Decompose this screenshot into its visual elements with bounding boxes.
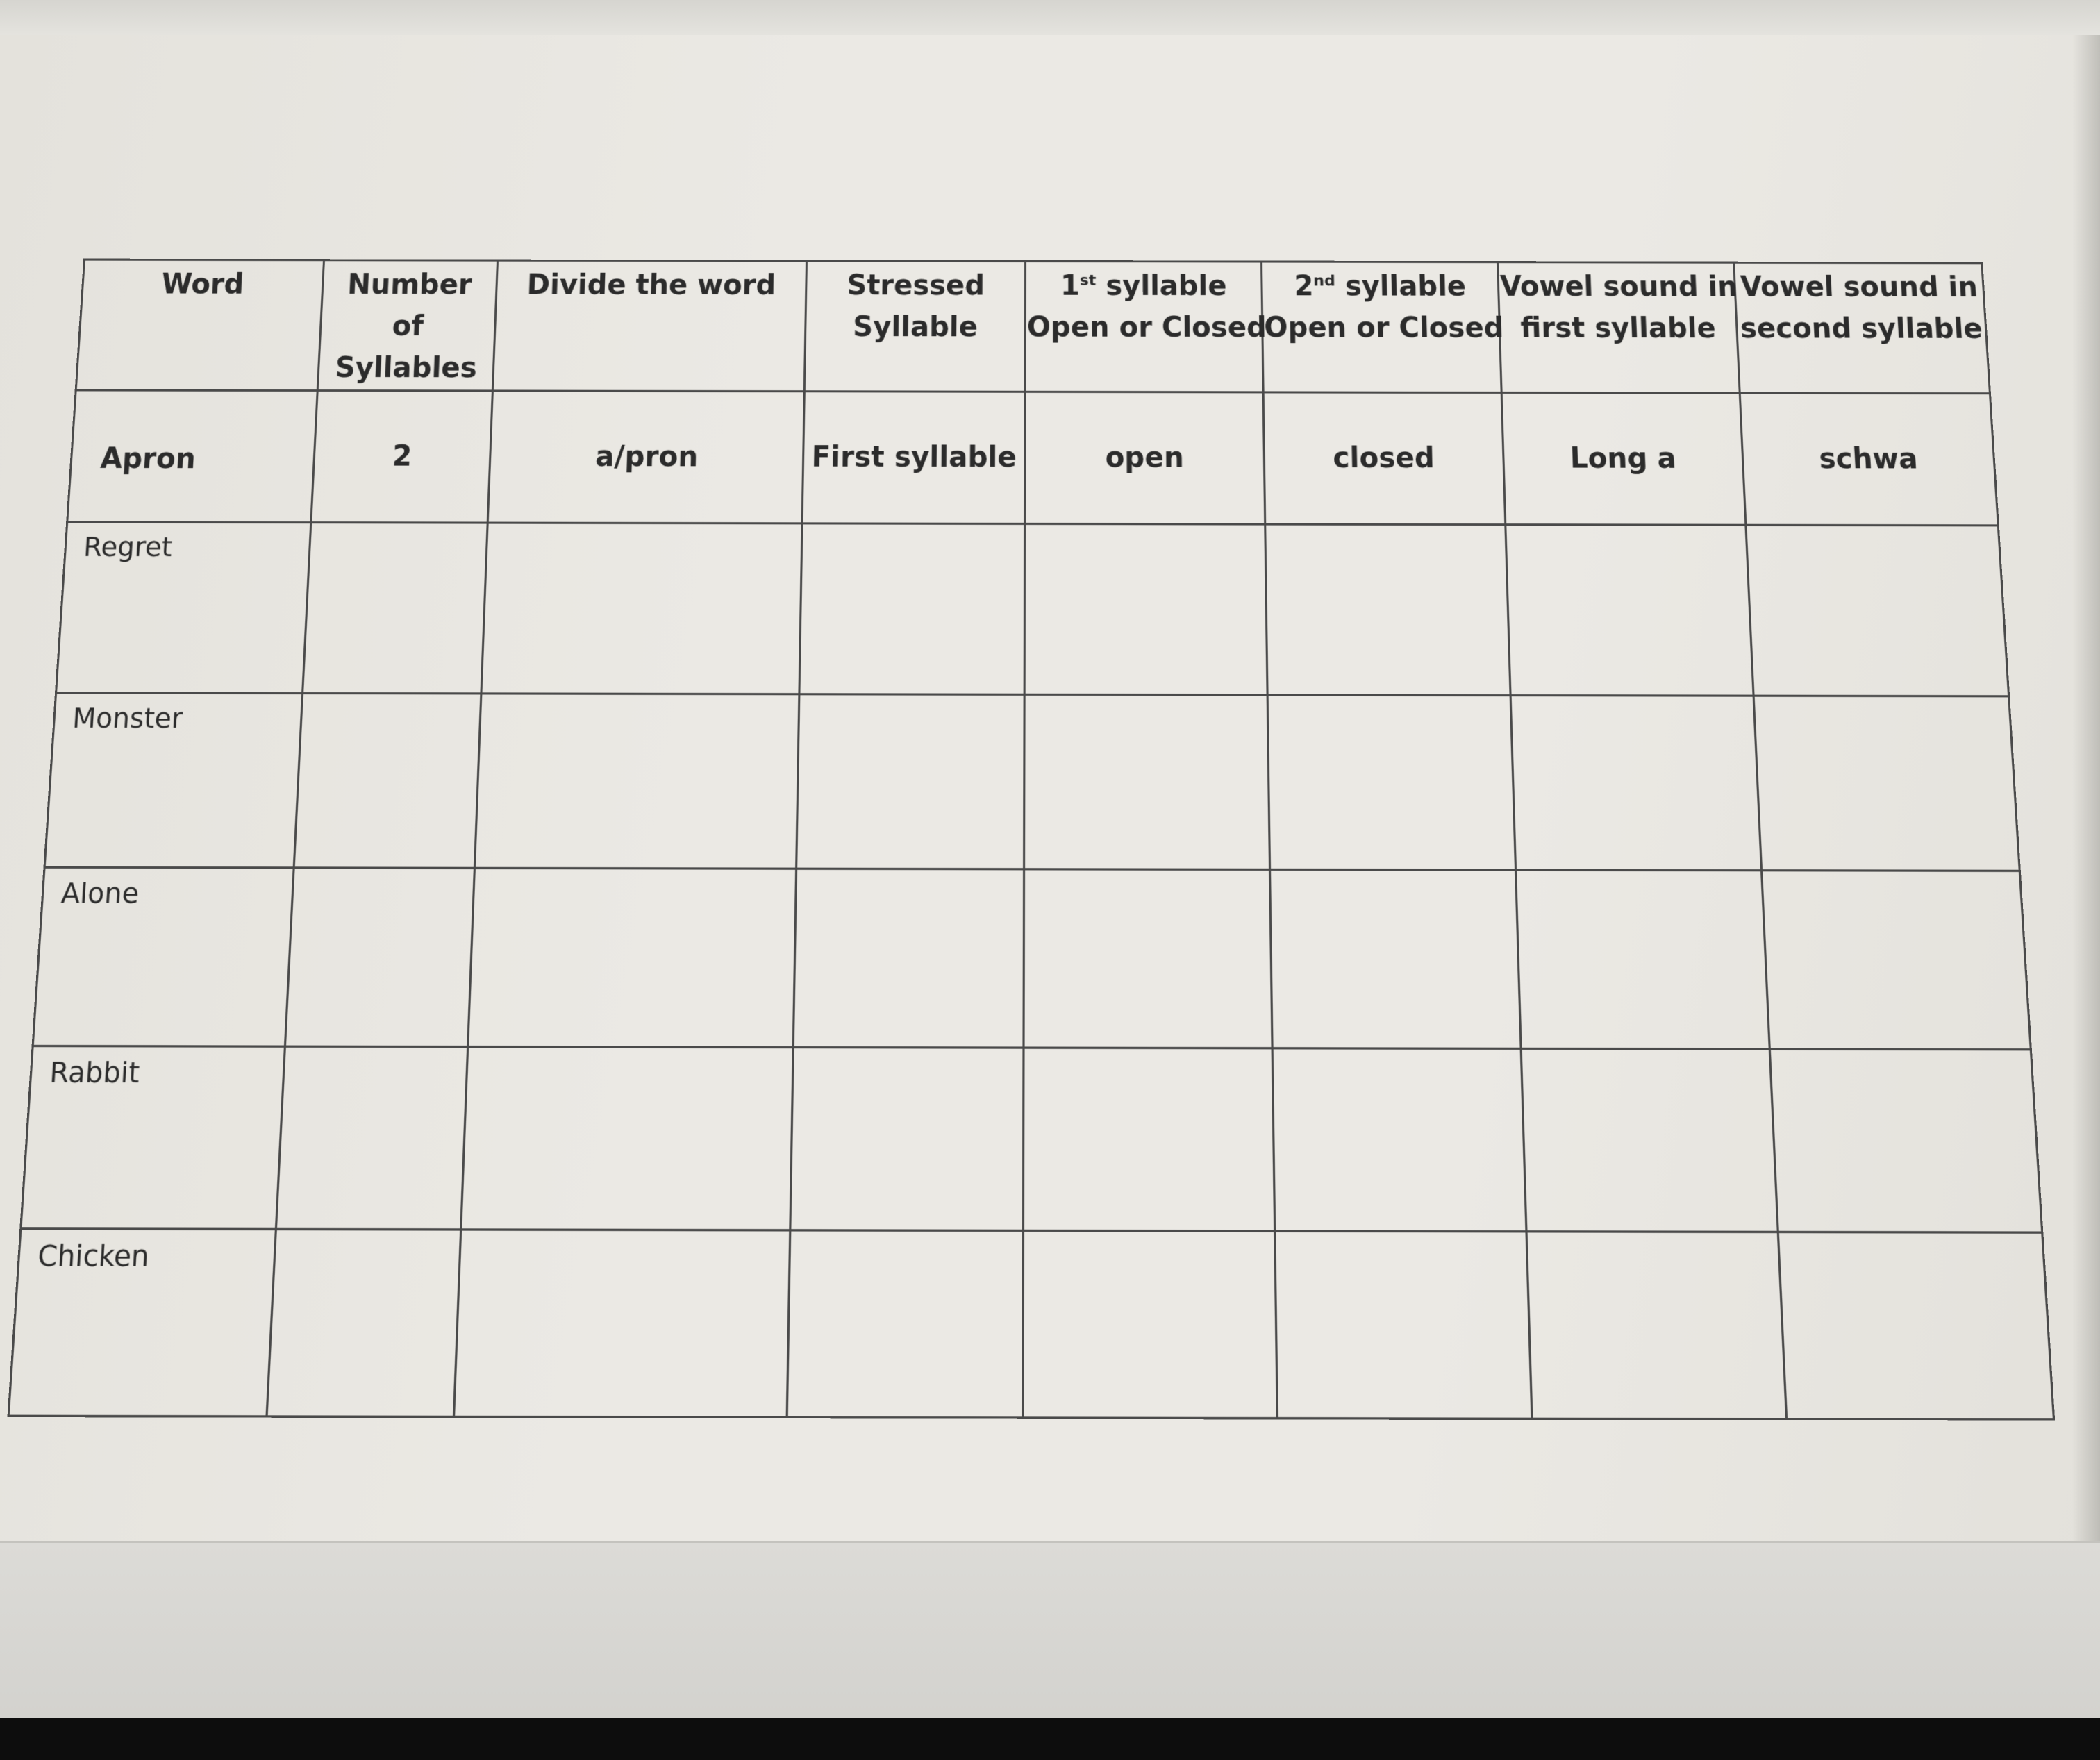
table-row — [33, 867, 2031, 1049]
divide-cell — [481, 523, 802, 694]
header-word: Word — [76, 260, 324, 390]
divide-cell — [474, 694, 799, 869]
syllable-table — [7, 259, 2055, 1421]
vowel-second-cell — [1778, 1232, 2053, 1419]
stressed-cell — [787, 1230, 1023, 1418]
example-second-syllable-type: closed — [1263, 392, 1506, 525]
example-vowel-second: schwa — [1740, 393, 1998, 526]
word-cell: Regret — [56, 522, 311, 693]
second-type-cell — [1272, 1048, 1526, 1232]
paper-shadow — [2072, 35, 2100, 1541]
example-syllable-count: 2 — [311, 391, 493, 523]
second-type-cell — [1275, 1231, 1532, 1418]
table-row — [8, 1229, 2053, 1420]
stressed-cell — [793, 869, 1024, 1048]
vowel-second-cell — [1762, 871, 2031, 1050]
vowel-second-cell — [1769, 1049, 2042, 1232]
vowel-first-cell — [1526, 1232, 1787, 1419]
header-row — [76, 260, 1990, 394]
example-row — [67, 390, 1999, 526]
word-cell: Alone — [33, 867, 294, 1046]
worksheet-area — [12, 259, 2048, 1347]
divide-cell — [461, 1047, 794, 1230]
first-type-cell — [1024, 523, 1267, 694]
example-stressed-syllable: First syllable — [802, 392, 1025, 524]
syllable-count-cell — [294, 693, 481, 868]
vowel-second-cell — [1753, 696, 2019, 871]
word-cell: Chicken — [8, 1229, 276, 1416]
syllable-count-cell — [276, 1046, 467, 1230]
vowel-second-cell — [1746, 525, 2009, 696]
word-cell: Monster — [44, 693, 303, 868]
header-number-of-syllables: Number of Syllables — [317, 260, 497, 391]
table-row — [44, 693, 2019, 871]
divide-cell — [468, 868, 797, 1047]
vowel-first-cell — [1510, 696, 1761, 871]
divide-cell — [454, 1230, 790, 1417]
desk-surface — [0, 1541, 2100, 1720]
first-type-cell — [1024, 869, 1272, 1048]
second-type-cell — [1267, 695, 1515, 870]
table-row — [56, 522, 2009, 696]
header-divide-the-word: Divide the word — [492, 260, 806, 392]
header-vowel-first-syllable: Vowel sound in first syllable — [1498, 262, 1740, 393]
syllable-count-cell — [267, 1229, 461, 1416]
example-first-syllable-type: open — [1025, 392, 1265, 524]
stressed-cell — [799, 523, 1025, 694]
word-cell: Rabbit — [21, 1046, 285, 1230]
first-type-cell — [1024, 694, 1270, 869]
first-type-cell — [1023, 1230, 1278, 1418]
table-row — [21, 1046, 2042, 1233]
header-vowel-second-syllable: Vowel sound in second syllable — [1734, 262, 1990, 393]
header-second-syllable-open-closed: 2nd syllable Open or Closed — [1262, 262, 1502, 392]
syllable-count-cell — [285, 868, 474, 1047]
stressed-cell — [797, 694, 1024, 869]
vowel-first-cell — [1521, 1048, 1778, 1232]
syllable-count-cell — [303, 523, 488, 694]
example-divided-word: a/pron — [488, 391, 804, 523]
header-stressed-syllable: Stressed Syllable — [804, 261, 1025, 392]
example-word: Apron — [67, 390, 317, 523]
second-type-cell — [1265, 524, 1510, 695]
header-first-syllable-open-closed: 1st syllable Open or Closed — [1025, 261, 1263, 392]
stressed-cell — [790, 1048, 1024, 1231]
bottom-black-bar — [0, 1718, 2100, 1760]
first-type-cell — [1023, 1048, 1274, 1231]
vowel-first-cell — [1506, 525, 1753, 696]
vowel-first-cell — [1516, 870, 1770, 1049]
example-vowel-first: Long a — [1501, 392, 1746, 525]
second-type-cell — [1270, 869, 1522, 1048]
paper-top-edge — [0, 0, 2100, 35]
